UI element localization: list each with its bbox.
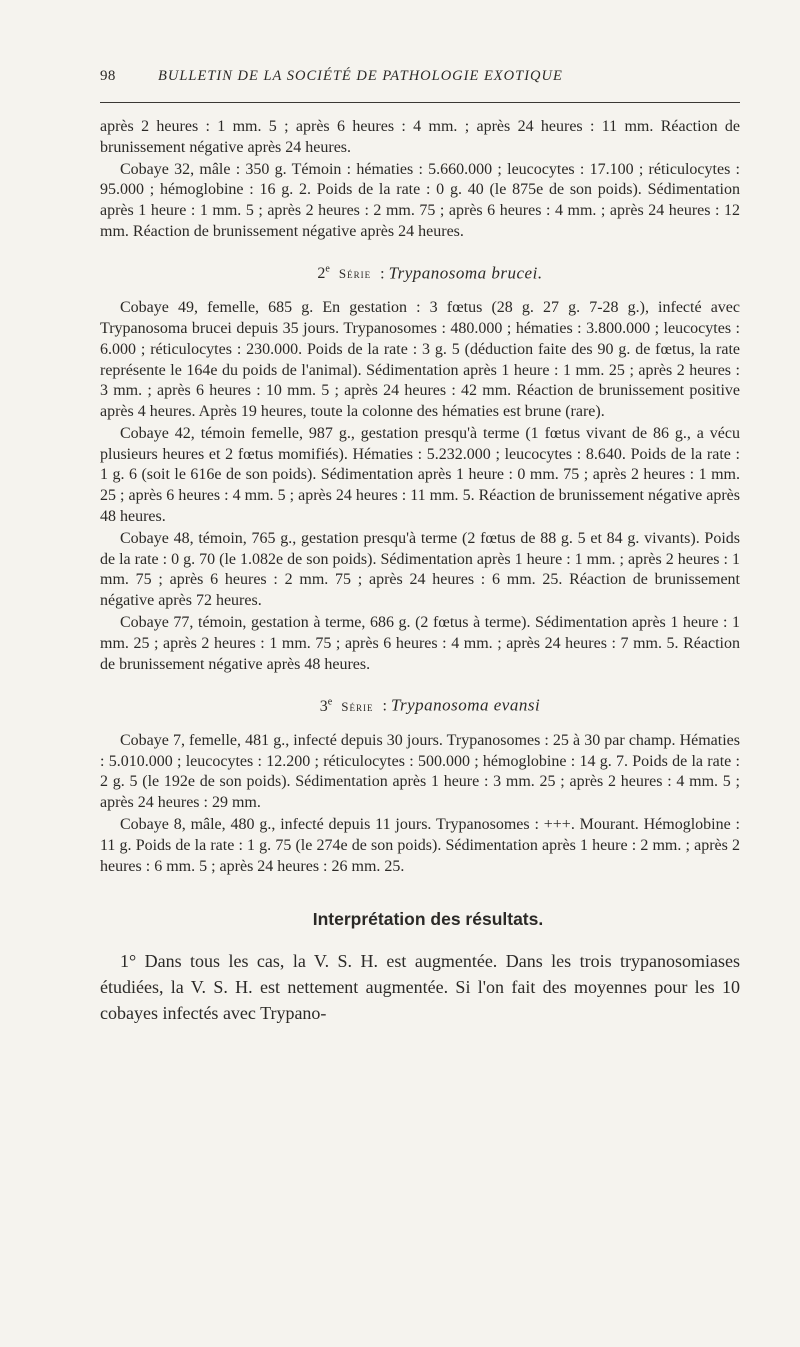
page xyxy=(100,68,740,1026)
journal-title: BULLETIN DE LA SOCIÉTÉ DE PATHOLOGIE EXOTIQUE xyxy=(158,68,563,84)
series-heading-2: 2e Série : Trypanosoma brucei. xyxy=(317,263,543,283)
header-rule xyxy=(100,102,740,103)
series-number-suffix: e xyxy=(327,696,333,708)
paragraph: Cobaye 42, témoin femelle, 987 g., gestation presqu'à terme (1 fœtus vivant de 86 g., a vécu plusieurs heures et 2 fœtus momifiés). Hématies : 5.232.000 ; leucocytes : 8.640. Poids de la rate : 1 g. 6 (soit le 616e de son poids). Sédimentation après 1 heure : 0 mm. 75 ; après 2 heures : 1 mm. 25 ; après 6 heures : 4 mm. 5 ; après 24 heures : 11 mm. 5. Réaction de brunissement négative après 48 heures. xyxy=(100,424,740,526)
series-number: 3 xyxy=(319,697,328,715)
section-heading: Interprétation des résultats. xyxy=(312,909,544,930)
series-label: Série xyxy=(338,266,372,282)
series-name: Trypanosoma evansi xyxy=(390,695,541,715)
running-head xyxy=(100,68,740,94)
series-name: Trypanosoma brucei. xyxy=(388,263,543,283)
paragraph: Cobaye 32, mâle : 350 g. Témoin : hématies : 5.660.000 ; leucocytes : 17.100 ; réticulocytes : 95.000 ; hémoglobine : 16 g. 2. Poids de la rate : 0 g. 40 (le 875e de son poids). Sédimentation après 1 heure : 1 mm. 5 ; après 2 heures : 2 mm. 75 ; après 6 heures : 4 mm. ; après 24 heures : 12 mm. Réaction de brunissement négative après 24 heures. xyxy=(100,160,740,240)
paragraph: 1° Dans tous les cas, la V. S. H. est augmentée. Dans les trois trypanosomiases étudiées, la V. S. H. est nettement augmentée. Si l'on fait des moyennes pour les 10 cobayes infectés avec Trypano- xyxy=(100,951,740,1024)
series-number: 2 xyxy=(317,265,326,283)
paragraph: Cobaye 48, témoin, 765 g., gestation presqu'à terme (2 fœtus de 88 g. 5 et 84 g. vivants). Poids de la rate : 0 g. 70 (le 1.082e de son poids). Sédimentation après 1 heure : 1 mm. ; après 2 heures : 1 mm. 75 ; après 6 heures : 2 mm. 75 ; après 24 heures : 6 mm. 25. Réaction de brunissement négative après 72 heures. xyxy=(100,529,740,610)
paragraph: Cobaye 8, mâle, 480 g., infecté depuis 11 jours. Trypanosomes : +++. Mourant. Hémoglobine : 11 g. Poids de la rate : 1 g. 75 (le 274e de son poids). Sédimentation après 1 heure : 2 mm. ; après 2 heures : 6 mm. 5 ; après 24 heures : 26 mm. 25. xyxy=(100,815,740,875)
page-number: 98 xyxy=(100,68,116,84)
series-heading-3: 3e Série : Trypanosoma evansi xyxy=(319,695,541,715)
paragraph: après 2 heures : 1 mm. 5 ; après 6 heures : 4 mm. ; après 24 heures : 11 mm. Réaction de brunissement négative après 24 heures. xyxy=(100,118,740,156)
paragraph: Cobaye 77, témoin, gestation à terme, 686 g. (2 fœtus à terme). Sédimentation après 1 heure : 1 mm. 25 ; après 2 heures : 1 mm. 75 ; après 6 heures : 4 mm. ; après 24 heures : 7 mm. 5. Réaction de brunissement négative après 48 heures. xyxy=(100,614,740,673)
paragraph: Cobaye 49, femelle, 685 g. En gestation : 3 fœtus (28 g. 27 g. 7-28 g.), infecté avec Trypanosoma brucei depuis 35 jours. Trypanosomes : 480.000 ; hématies : 3.800.000 ; leucocytes : 6.000 ; réticulocytes : 230.000. Poids de la rate : 3 g. 5 (déduction faite des 90 g. de fœtus, la rate représente le 164e du poids de l'animal). Sédimentation après 1 heure : 1 mm. 25 ; après 2 heures : 3 mm. ; après 6 heures : 10 mm. 5 ; après 24 heures : 42 mm. Réaction de brunissement positive après 4 heures. Après 19 heures, toute la colonne des hématies est brune (rare). xyxy=(100,299,740,421)
paragraph: Cobaye 7, femelle, 481 g., infecté depuis 30 jours. Trypanosomes : 25 à 30 par champ. Hématies : 5.010.000 ; leucocytes : 12.200 ; réticulocytes : 500.000 ; hémoglobine : 14 g. 7. Poids de la rate : 2 g. 5 (le 192e de son poids). Sédimentation après 1 heure : 3 mm. 25 ; après 2 heures : 4 mm. 5 ; après 24 heures : 29 mm. xyxy=(100,731,740,812)
series-label: Série xyxy=(341,698,374,714)
series-number-suffix: e xyxy=(325,263,330,275)
